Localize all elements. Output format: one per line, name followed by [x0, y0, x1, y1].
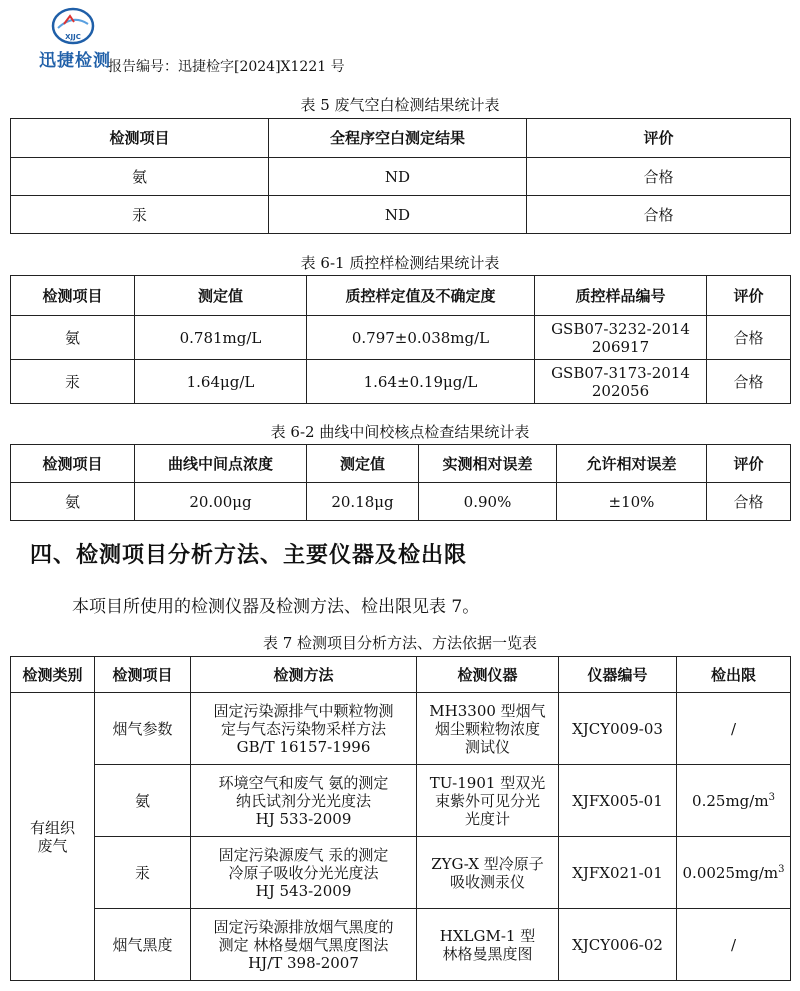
table5-cell: ND — [269, 158, 527, 196]
table5-header-result: 全程序空白测定结果 — [269, 119, 527, 158]
table6-1-caption: 表 6-1 质控样检测结果统计表 — [300, 254, 500, 272]
table5-cell: ND — [269, 196, 527, 234]
table6-1-cell: 1.64μg/L — [135, 360, 307, 404]
table7-method-cell: 环境空气和废气 氨的测定 纳氏试剂分光光度法 HJ 533-2009 — [191, 765, 417, 837]
company-logo — [30, 6, 120, 78]
table6-2-header: 测定值 — [307, 445, 419, 483]
table7-instrument-cell: ZYG-X 型冷原子 吸收测汞仪 — [417, 837, 559, 909]
logo-emblem-icon — [50, 6, 96, 46]
limit-value: / — [730, 719, 737, 738]
table7-header: 仪器编号 — [559, 657, 677, 693]
table7-limit-cell — [677, 837, 791, 909]
table6-1-cell: 0.797±0.038mg/L — [307, 316, 535, 360]
table7-code-cell: XJCY009-03 — [559, 693, 677, 765]
report-number: 报告编号：迅捷检字[2024]X1221 号 — [108, 59, 345, 75]
table-row — [11, 196, 791, 234]
table6-1-cell: 氨 — [11, 316, 135, 360]
table-row — [11, 765, 791, 837]
table6-2-cell: ±10% — [557, 483, 707, 521]
table7-instrument-cell: HXLGM-1 型 林格曼黑度图 — [417, 909, 559, 981]
table6-2 — [10, 444, 791, 521]
table7-method-cell: 固定污染源废气 汞的测定 冷原子吸收分光光度法 HJ 543-2009 — [191, 837, 417, 909]
table6-1-header: 测定值 — [135, 276, 307, 316]
limit-value: 0.25mg/m — [692, 791, 769, 810]
table7-header: 检测类别 — [11, 657, 95, 693]
table6-2-header: 允许相对误差 — [557, 445, 707, 483]
table-row — [11, 909, 791, 981]
table-row — [11, 316, 791, 360]
table5-caption: 表 5 废气空白检测结果统计表 — [300, 96, 500, 114]
table7-code-cell: XJFX005-01 — [559, 765, 677, 837]
limit-unit-sup: 3 — [768, 791, 775, 803]
table6-2-cell: 氨 — [11, 483, 135, 521]
table7-header: 检出限 — [677, 657, 791, 693]
table7-item-cell: 烟气黑度 — [95, 909, 191, 981]
page-header — [30, 6, 770, 78]
svg-text:XJJC: XJJC — [65, 33, 81, 41]
table5-cell: 汞 — [11, 196, 269, 234]
table6-1-cell: GSB07-3232-2014 206917 — [535, 316, 707, 360]
table5-cell: 氨 — [11, 158, 269, 196]
table6-1-cell: 合格 — [707, 360, 791, 404]
table6-1-header: 评价 — [707, 276, 791, 316]
table6-1-header: 检测项目 — [11, 276, 135, 316]
logo-text: 迅捷检测 — [39, 51, 111, 71]
table5-header-item: 检测项目 — [11, 119, 269, 158]
table7-method-cell: 固定污染源排气中颗粒物测 定与气态污染物采样方法 GB/T 16157-1996 — [191, 693, 417, 765]
table6-2-cell: 20.18μg — [307, 483, 419, 521]
table6-1-cell: 1.64±0.19μg/L — [307, 360, 535, 404]
table7-header: 检测方法 — [191, 657, 417, 693]
table6-2-header: 实测相对误差 — [419, 445, 557, 483]
table6-2-cell: 合格 — [707, 483, 791, 521]
table7-code-cell: XJCY006-02 — [559, 909, 677, 981]
limit-value: 0.0025mg/m — [682, 863, 779, 882]
table7-instrument-cell: TU-1901 型双光 束紫外可见分光 光度计 — [417, 765, 559, 837]
limit-value: / — [730, 935, 737, 954]
limit-unit-sup: 3 — [778, 863, 785, 875]
table5-header-eval: 评价 — [527, 119, 791, 158]
table-row — [11, 693, 791, 765]
table5-cell: 合格 — [527, 158, 791, 196]
table6-2-header: 检测项目 — [11, 445, 135, 483]
table6-2-caption: 表 6-2 曲线中间校核点检查结果统计表 — [270, 423, 530, 441]
table-row — [11, 360, 791, 404]
table5 — [10, 118, 791, 234]
table-row — [11, 837, 791, 909]
table7-limit-cell — [677, 765, 791, 837]
table7-instrument-cell: MH3300 型烟气 烟尘颗粒物浓度 测试仪 — [417, 693, 559, 765]
table7 — [10, 656, 791, 981]
table6-2-header: 曲线中间点浓度 — [135, 445, 307, 483]
table6-2-cell: 20.00μg — [135, 483, 307, 521]
table7-category-cell: 有组织 废气 — [11, 693, 95, 981]
table6-1-cell: 0.781mg/L — [135, 316, 307, 360]
table6-1-cell: GSB07-3173-2014 202056 — [535, 360, 707, 404]
table6-1 — [10, 275, 791, 404]
table-row — [11, 483, 791, 521]
table7-method-cell: 固定污染源排放烟气黑度的 测定 林格曼烟气黑度图法 HJ/T 398-2007 — [191, 909, 417, 981]
table-row — [11, 158, 791, 196]
table6-1-cell: 合格 — [707, 316, 791, 360]
section-paragraph: 本项目所使用的检测仪器及检测方法、检出限见表 7。 — [72, 597, 480, 617]
table7-caption: 表 7 检测项目分析方法、方法依据一览表 — [262, 634, 538, 652]
table7-limit-cell — [677, 909, 791, 981]
table7-item-cell: 氨 — [95, 765, 191, 837]
table7-code-cell: XJFX021-01 — [559, 837, 677, 909]
table6-1-header: 质控样品编号 — [535, 276, 707, 316]
table7-limit-cell — [677, 693, 791, 765]
table6-1-header: 质控样定值及不确定度 — [307, 276, 535, 316]
section-title: 四、检测项目分析方法、主要仪器及检出限 — [30, 543, 468, 568]
table6-2-header: 评价 — [707, 445, 791, 483]
table7-item-cell: 汞 — [95, 837, 191, 909]
table7-item-cell: 烟气参数 — [95, 693, 191, 765]
table6-2-cell: 0.90% — [419, 483, 557, 521]
table6-1-cell: 汞 — [11, 360, 135, 404]
table7-header: 检测仪器 — [417, 657, 559, 693]
table5-cell: 合格 — [527, 196, 791, 234]
table7-header: 检测项目 — [95, 657, 191, 693]
